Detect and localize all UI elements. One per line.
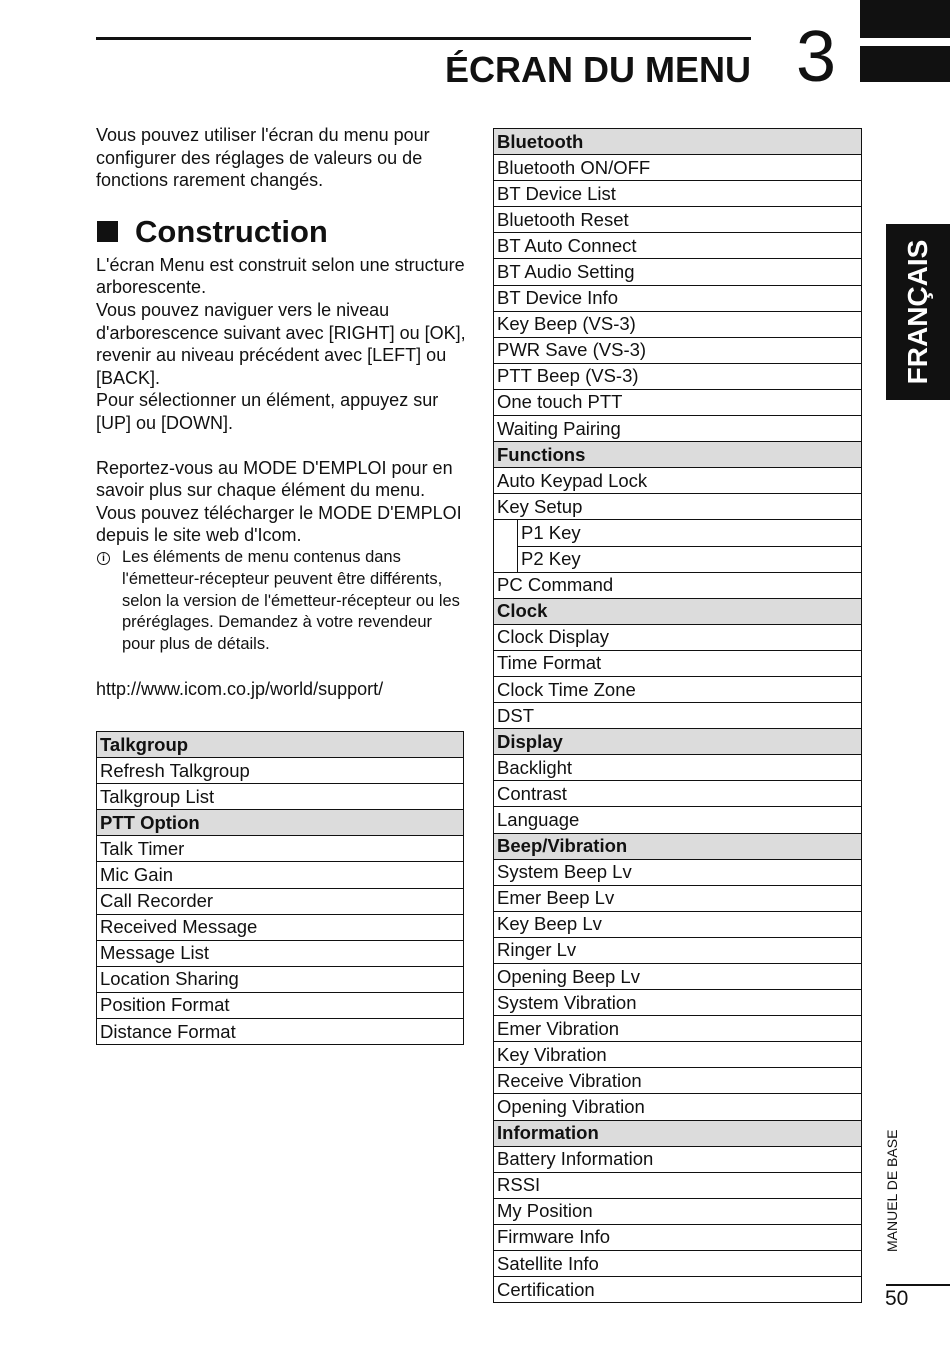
menu-item-label: Backlight bbox=[494, 755, 862, 781]
intro-paragraph: Vous pouvez utiliser l'écran du menu pour configurer des réglages de valeurs ou de fonctions rarement changés. bbox=[96, 125, 430, 191]
menu-section-clock bbox=[494, 598, 862, 624]
menu-item-p1-key bbox=[494, 520, 862, 546]
menu-item-label: Key Setup bbox=[494, 494, 862, 520]
menu-item-label: Contrast bbox=[494, 781, 862, 807]
chapter-tab-bar-bottom bbox=[860, 46, 950, 82]
header-rule bbox=[96, 37, 751, 40]
menu-item-p2-key bbox=[494, 546, 862, 572]
menu-item-system-vibration bbox=[494, 990, 862, 1016]
menu-item-label: Functions bbox=[494, 442, 862, 468]
menu-section-bluetooth bbox=[494, 129, 862, 155]
menu-item-message-list bbox=[97, 940, 464, 966]
menu-item-backlight bbox=[494, 755, 862, 781]
menu-section-talkgroup bbox=[97, 732, 464, 758]
menu-item-key-setup bbox=[494, 494, 862, 520]
menu-section-functions bbox=[494, 442, 862, 468]
section-title: Construction bbox=[135, 213, 328, 249]
chapter-tab-bar-top bbox=[860, 0, 950, 38]
menu-section-information bbox=[494, 1120, 862, 1146]
menu-item-dst bbox=[494, 703, 862, 729]
menu-item-bt-device-list bbox=[494, 181, 862, 207]
square-bullet-icon bbox=[97, 221, 118, 242]
menu-item-bt-device-info bbox=[494, 285, 862, 311]
menu-item-label: P1 Key bbox=[518, 520, 862, 546]
menu-item-waiting-pairing bbox=[494, 416, 862, 442]
menu-item-bluetooth-on-off bbox=[494, 155, 862, 181]
construction-paragraph-2: Vous pouvez naviguer vers le niveau d'arborescence suivant avec [RIGHT] ou [OK], revenir au niveau précédent avec [LEFT] ou [BACK]. bbox=[96, 299, 466, 388]
menu-item-label: My Position bbox=[494, 1198, 862, 1224]
menu-item-opening-beep-lv bbox=[494, 964, 862, 990]
support-url: http://www.icom.co.jp/world/support/ bbox=[96, 678, 384, 699]
menu-item-received-message bbox=[97, 914, 464, 940]
menu-item-label: BT Audio Setting bbox=[494, 259, 862, 285]
menu-item-refresh-talkgroup bbox=[97, 758, 464, 784]
menu-item-battery-information bbox=[494, 1146, 862, 1172]
menu-item-label: BT Device List bbox=[494, 181, 862, 207]
indent-cell bbox=[494, 520, 518, 546]
menu-item-ringer-lv bbox=[494, 937, 862, 963]
menu-item-label: System Vibration bbox=[494, 990, 862, 1016]
menu-item-clock-display bbox=[494, 624, 862, 650]
menu-item-label: Battery Information bbox=[494, 1146, 862, 1172]
menu-item-key-beep-lv bbox=[494, 911, 862, 937]
menu-item-receive-vibration bbox=[494, 1068, 862, 1094]
menu-item-label: BT Auto Connect bbox=[494, 233, 862, 259]
menu-item-label: Message List bbox=[97, 940, 464, 966]
menu-item-label: Position Format bbox=[97, 992, 464, 1018]
menu-item-label: Bluetooth ON/OFF bbox=[494, 155, 862, 181]
menu-section-display bbox=[494, 729, 862, 755]
menu-table-right bbox=[493, 128, 862, 1303]
menu-item-label: Location Sharing bbox=[97, 966, 464, 992]
menu-item-label: PWR Save (VS-3) bbox=[494, 337, 862, 363]
menu-item-location-sharing bbox=[97, 966, 464, 992]
menu-item-label: Talkgroup bbox=[97, 732, 464, 758]
menu-item-ptt-beep-vs-3 bbox=[494, 363, 862, 389]
menu-item-label: Emer Vibration bbox=[494, 1016, 862, 1042]
language-tab bbox=[886, 224, 950, 400]
menu-item-label: PTT Option bbox=[97, 810, 464, 836]
menu-item-label: Display bbox=[494, 729, 862, 755]
menu-item-label: Waiting Pairing bbox=[494, 416, 862, 442]
menu-item-label: Distance Format bbox=[97, 1019, 464, 1045]
menu-item-certification bbox=[494, 1277, 862, 1303]
menu-item-label: Beep/Vibration bbox=[494, 833, 862, 859]
construction-text bbox=[96, 254, 466, 435]
manual-label-wrap bbox=[880, 1100, 904, 1260]
construction-paragraph-3: Pour sélectionner un élément, appuyez sur [UP] ou [DOWN]. bbox=[96, 390, 439, 433]
menu-item-talkgroup-list bbox=[97, 784, 464, 810]
menu-item-label: One touch PTT bbox=[494, 389, 862, 415]
menu-item-opening-vibration bbox=[494, 1094, 862, 1120]
page-title: ÉCRAN DU MENU bbox=[445, 49, 751, 90]
note bbox=[96, 547, 466, 656]
menu-item-distance-format bbox=[97, 1019, 464, 1045]
menu-item-one-touch-ptt bbox=[494, 389, 862, 415]
menu-item-label: Receive Vibration bbox=[494, 1068, 862, 1094]
menu-item-bt-audio-setting bbox=[494, 259, 862, 285]
note-text: Les éléments de menu contenus dans l'émetteur-récepteur peuvent être différents, selon la version de l'émetteur-récepteur ou les préréglages. Demandez à votre revendeur pour plus de détails. bbox=[122, 547, 460, 654]
menu-item-label: Key Beep (VS-3) bbox=[494, 311, 862, 337]
menu-item-label: P2 Key bbox=[518, 546, 862, 572]
section-heading bbox=[96, 214, 466, 250]
menu-item-label: Key Vibration bbox=[494, 1042, 862, 1068]
left-column bbox=[96, 124, 466, 700]
menu-item-label: Bluetooth bbox=[494, 129, 862, 155]
menu-item-clock-time-zone bbox=[494, 676, 862, 702]
menu-item-rssi bbox=[494, 1172, 862, 1198]
menu-item-label: System Beep Lv bbox=[494, 859, 862, 885]
menu-item-my-position bbox=[494, 1198, 862, 1224]
menu-item-label: Refresh Talkgroup bbox=[97, 758, 464, 784]
chapter-number: 3 bbox=[796, 17, 837, 97]
menu-item-label: Clock bbox=[494, 598, 862, 624]
menu-item-label: Clock Time Zone bbox=[494, 676, 862, 702]
menu-item-label: Mic Gain bbox=[97, 862, 464, 888]
language-tab-label: FRANÇAIS bbox=[902, 239, 933, 385]
menu-table-left bbox=[96, 731, 464, 1045]
menu-item-emer-beep-lv bbox=[494, 885, 862, 911]
menu-item-label: Ringer Lv bbox=[494, 937, 862, 963]
menu-item-label: Language bbox=[494, 807, 862, 833]
menu-item-auto-keypad-lock bbox=[494, 468, 862, 494]
menu-item-satellite-info bbox=[494, 1251, 862, 1277]
menu-item-label: Received Message bbox=[97, 914, 464, 940]
menu-item-label: Opening Beep Lv bbox=[494, 964, 862, 990]
menu-item-call-recorder bbox=[97, 888, 464, 914]
menu-item-label: Information bbox=[494, 1120, 862, 1146]
menu-item-label: Key Beep Lv bbox=[494, 911, 862, 937]
page-number: 50 bbox=[885, 1287, 909, 1310]
menu-section-ptt-option bbox=[97, 810, 464, 836]
menu-item-label: PC Command bbox=[494, 572, 862, 598]
menu-item-label: Emer Beep Lv bbox=[494, 885, 862, 911]
menu-item-label: BT Device Info bbox=[494, 285, 862, 311]
menu-item-label: Call Recorder bbox=[97, 888, 464, 914]
menu-item-bluetooth-reset bbox=[494, 207, 862, 233]
menu-item-label: Clock Display bbox=[494, 624, 862, 650]
manual-label: MANUEL DE BASE bbox=[884, 1129, 900, 1252]
menu-item-label: RSSI bbox=[494, 1172, 862, 1198]
menu-item-system-beep-lv bbox=[494, 859, 862, 885]
menu-item-pwr-save-vs-3 bbox=[494, 337, 862, 363]
menu-item-label: Certification bbox=[494, 1277, 862, 1303]
menu-item-label: Time Format bbox=[494, 650, 862, 676]
menu-item-pc-command bbox=[494, 572, 862, 598]
info-icon: i bbox=[96, 547, 122, 569]
menu-item-contrast bbox=[494, 781, 862, 807]
menu-item-firmware-info bbox=[494, 1224, 862, 1250]
menu-item-mic-gain bbox=[97, 862, 464, 888]
manual-reference-paragraph: Reportez-vous au MODE D'EMPLOI pour en savoir plus sur chaque élément du menu. Vous pouvez télécharger le MODE D'EMPLOI depuis le site web d'Icom. bbox=[96, 457, 462, 546]
menu-item-talk-timer bbox=[97, 836, 464, 862]
construction-paragraph-1: L'écran Menu est construit selon une structure arborescente. bbox=[96, 254, 465, 298]
menu-item-label: Talkgroup List bbox=[97, 784, 464, 810]
menu-item-key-vibration bbox=[494, 1042, 862, 1068]
page-number-rule bbox=[886, 1284, 950, 1286]
menu-item-label: Bluetooth Reset bbox=[494, 207, 862, 233]
menu-item-label: Firmware Info bbox=[494, 1224, 862, 1250]
menu-item-emer-vibration bbox=[494, 1016, 862, 1042]
menu-item-label: DST bbox=[494, 703, 862, 729]
menu-item-label: PTT Beep (VS-3) bbox=[494, 363, 862, 389]
menu-item-label: Opening Vibration bbox=[494, 1094, 862, 1120]
menu-item-key-beep-vs-3 bbox=[494, 311, 862, 337]
menu-item-language bbox=[494, 807, 862, 833]
menu-section-beep-vibration bbox=[494, 833, 862, 859]
indent-cell bbox=[494, 546, 518, 572]
menu-item-label: Satellite Info bbox=[494, 1251, 862, 1277]
menu-item-bt-auto-connect bbox=[494, 233, 862, 259]
menu-item-label: Talk Timer bbox=[97, 836, 464, 862]
menu-item-time-format bbox=[494, 650, 862, 676]
menu-item-label: Auto Keypad Lock bbox=[494, 468, 862, 494]
menu-item-position-format bbox=[97, 992, 464, 1018]
